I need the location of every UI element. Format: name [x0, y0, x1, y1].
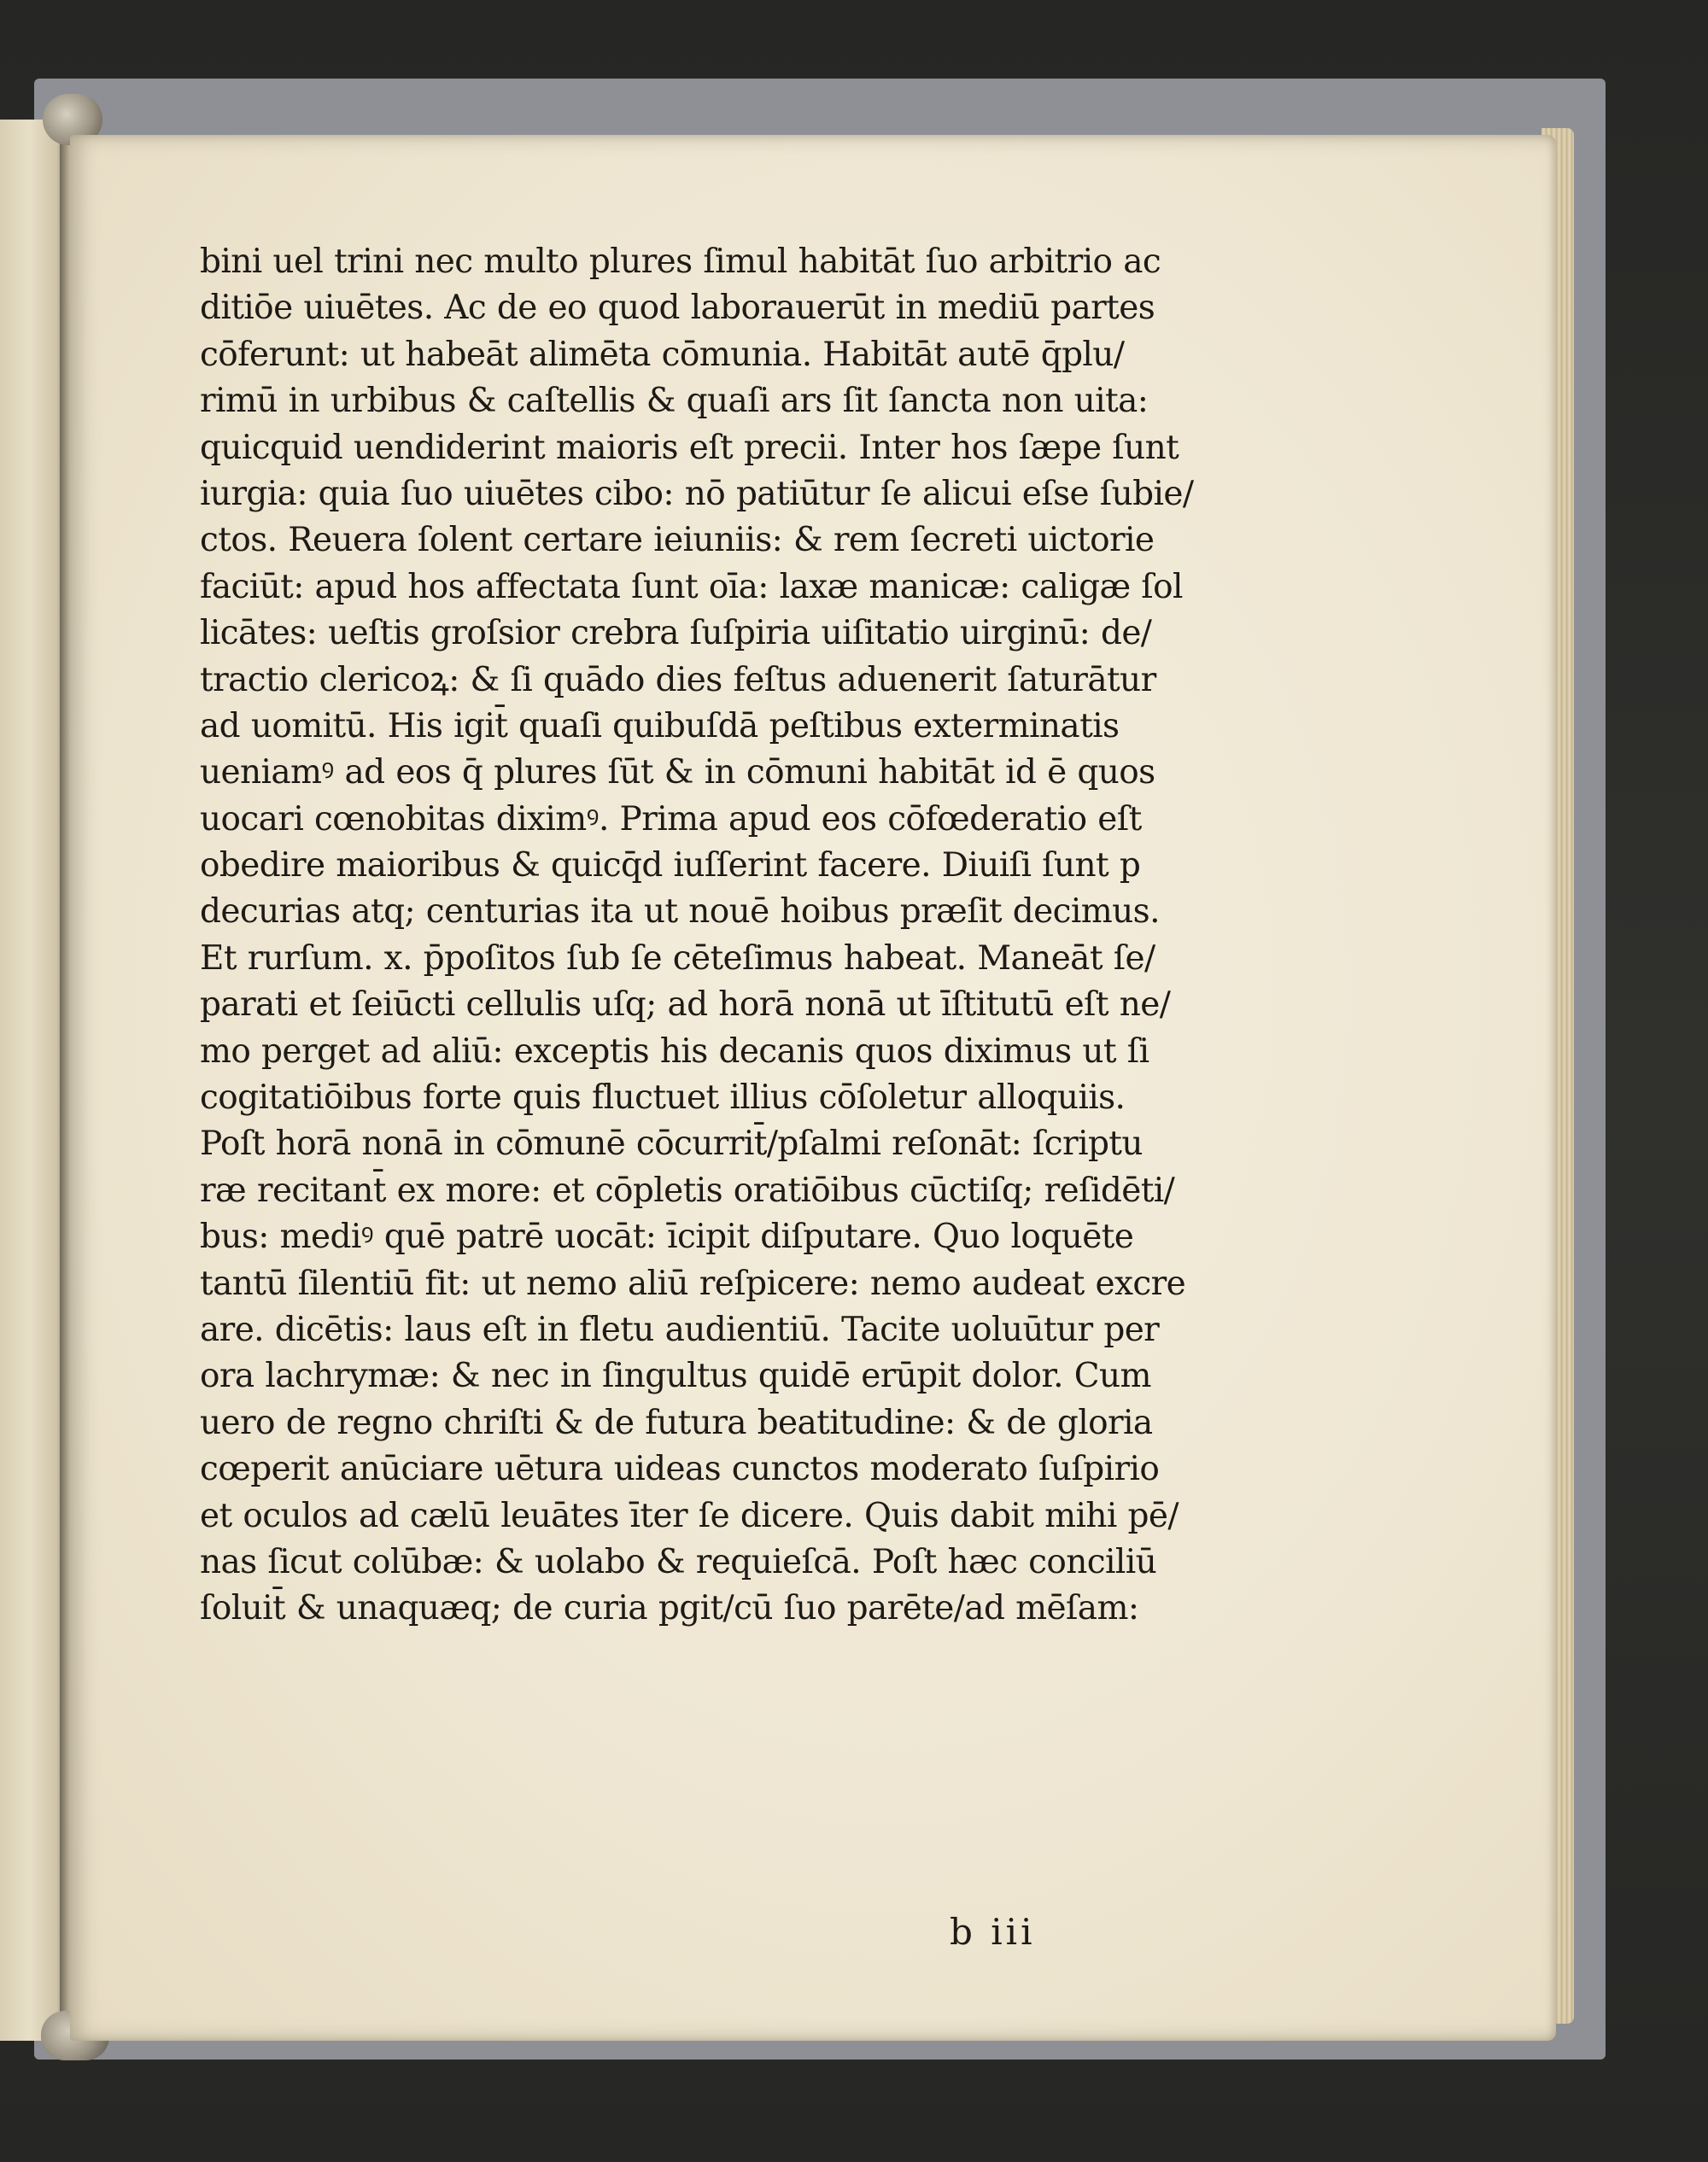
- text-line: are. dicētis: laus eſt in fletu audientiū. Tacite uoluūtur per: [200, 1310, 1160, 1349]
- text-line: bini uel trini nec multo plures ſimul habitāt ſuo arbitrio ac: [200, 242, 1161, 281]
- text-line: cœperit anūciare uētura uideas cunctos moderato ſuſpirio: [200, 1450, 1160, 1489]
- text-line: cōferunt: ut habeāt alimēta cōmunia. Habitāt autē q̄plu/: [200, 335, 1125, 374]
- text-line: ctos. Reuera ſolent certare ieiuniis: & rem ſecreti uictorie: [200, 521, 1155, 560]
- signature-mark: b iii: [950, 1911, 1036, 1953]
- text-line: cogitatiōibus forte quis fluctuet illius cōſoletur alloquiis.: [200, 1078, 1126, 1118]
- text-line: nas ſicut colūbæ: & uolabo & requieſcā. Poſt hæc conciliū: [200, 1542, 1157, 1581]
- text-line: quicquid uendiderint maioris eſt precii. Inter hos ſæpe ſunt: [200, 428, 1179, 467]
- text-line: tantū ſilentiū fit: ut nemo aliū reſpicere: nemo audeat excre: [200, 1264, 1186, 1303]
- text-block: [200, 239, 1263, 1633]
- text-line: ſoluit̄ & unaquæq; de curia pgit/cū ſuo parēte/ad mēſam:: [200, 1589, 1139, 1628]
- text-line: tractio clericoꝝ: & ſi quādo dies feſtus aduenerit ſaturātur: [200, 660, 1156, 699]
- left-page-edge: [0, 120, 67, 2041]
- text-line: faciūt: apud hos affectata ſunt oīa: laxæ manicæ: caligæ ſol: [200, 567, 1183, 606]
- text-line: decurias atq; centurias ita ut nouē hoibus præſit decimus.: [200, 892, 1160, 932]
- text-line: uero de regno chriſti & de futura beatitudine: & de gloria: [200, 1403, 1153, 1442]
- text-line: ora lachrymæ: & nec in ſingultus quidē erūpit dolor. Cum: [200, 1357, 1151, 1396]
- text-line: bus: mediꝰ quē patrē uocāt: īcipit diſputare. Quo loquēte: [200, 1218, 1134, 1257]
- book-page: [70, 135, 1556, 2041]
- text-line: ditiōe uiuētes. Ac de eo quod laborauerūt in mediū partes: [200, 289, 1155, 328]
- text-line: ræ recitant̄ ex more: et cōpletis oratiōibus cūctiſq; reſidēti/: [200, 1171, 1175, 1210]
- text-line: uocari cœnobitas diximꝰ. Prima apud eos cōfœderatio eſt: [200, 799, 1142, 839]
- text-line: obedire maioribus & quicq̄d iuſſerint facere. Diuiſi ſunt p: [200, 846, 1141, 885]
- text-line: rimū in urbibus & caſtellis & quaſi ars ſit ſancta non uita:: [200, 382, 1149, 421]
- text-line: Poſt horā nonā in cōmunē cōcurrit̄/pſalmi reſonāt: ſcriptu: [200, 1125, 1143, 1164]
- text-line: mo perget ad aliū: exceptis his decanis quos diximus ut ſi: [200, 1031, 1149, 1071]
- text-line: et oculos ad cælū leuātes īter ſe dicere. Quis dabit mihi pē/: [200, 1496, 1179, 1535]
- text-line: parati et ſeiūcti cellulis uſq; ad horā nonā ut īſtitutū eſt ne/: [200, 985, 1171, 1025]
- text-line: iurgia: quia ſuo uiuētes cibo: nō patiūtur ſe alicui eſse ſubie/: [200, 474, 1194, 513]
- text-line: licātes: ueſtis groſsior crebra ſuſpiria uiſitatio uirginū: de/: [200, 614, 1152, 653]
- text-line: ueniamꝰ ad eos q̄ plures ſūt & in cōmuni habitāt id ē quos: [200, 753, 1155, 792]
- text-line: Et rurſum. x. p̄poſitos ſub ſe cēteſimus habeat. Maneāt ſe/: [200, 938, 1155, 978]
- text-line: ad uomitū. His igit̄ quaſi quibuſdā peſtibus exterminatis: [200, 706, 1120, 745]
